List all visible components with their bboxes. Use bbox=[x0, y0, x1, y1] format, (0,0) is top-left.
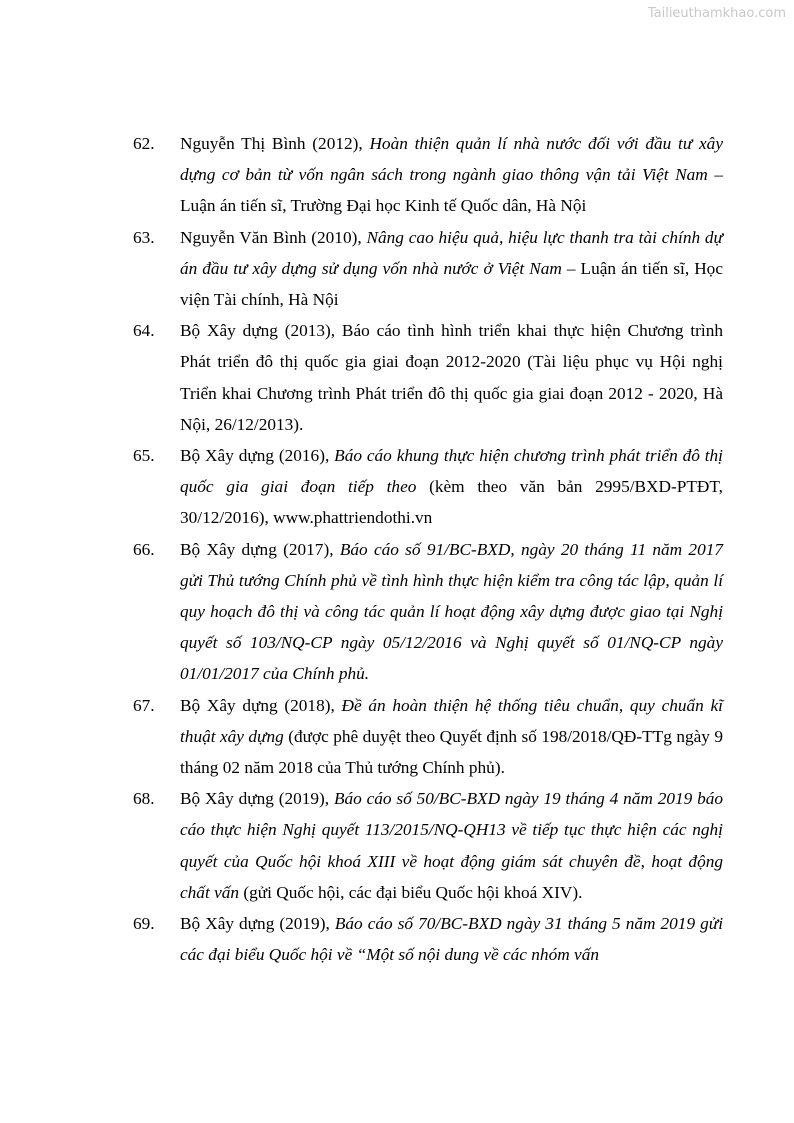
reference-title: Báo cáo số 50/BC-BXD ngày 19 tháng 4 năm 2019 báo cáo thực hiện Nghị quyết 113/2015/NQ-QH13 về tiếp tục thực hiện các nghị quyết của Quốc hội khoá XIII về hoạt động giám sát chuyên đề, hoạt động chất vấn bbox=[180, 789, 724, 902]
reference-item bbox=[133, 690, 723, 784]
reference-item bbox=[133, 222, 723, 316]
reference-text bbox=[180, 534, 723, 690]
reference-number: 62. bbox=[133, 134, 155, 153]
reference-text bbox=[180, 440, 723, 534]
reference-text bbox=[180, 783, 723, 908]
reference-text bbox=[180, 315, 723, 440]
reference-item bbox=[133, 908, 723, 970]
reference-title: Báo cáo số 91/BC-BXD, ngày 20 tháng 11 năm 2017 gửi Thủ tướng Chính phủ về tình hình thực hiện kiểm tra công tác lập, quản lí quy hoạch đô thị và công tác quản lí hoạt động xây dựng được giao tại Nghị quyết số 103/NQ-CP ngày 05/12/2016 và Nghị quyết số 01/NQ-CP ngày 01/01/2017 của Chính phủ. bbox=[180, 539, 723, 684]
reference-author: Bộ Xây dựng (2019), bbox=[180, 789, 334, 809]
reference-number: 68. bbox=[133, 789, 155, 809]
reference-author: Bộ Xây dựng (2013), Báo cáo tình hình triển khai thực hiện Chương trình Phát triển đô thị quốc gia giai đoạn 2012-2020 (Tài liệu phục vụ Hội nghị Triển khai Chương trình Phát triển đô thị quốc gia giai đoạn 2012 - 2020, Hà Nội, 26/12/2013). bbox=[180, 321, 723, 434]
reference-author: Bộ Xây dựng (2016), bbox=[180, 446, 335, 466]
reference-item bbox=[133, 783, 723, 908]
reference-source: (được phê duyệt theo Quyết định số 198/2018/QĐ-TTg ngày 9 tháng 02 năm 2018 của Thủ tướng Chính phủ). bbox=[180, 726, 723, 778]
reference-source: (gửi Quốc hội, các đại biểu Quốc hội khoá XIV). bbox=[239, 882, 583, 902]
reference-author: Nguyễn Văn Bình (2010), bbox=[180, 227, 367, 247]
reference-number: 64. bbox=[133, 321, 155, 341]
reference-number: 67. bbox=[133, 695, 155, 715]
reference-item bbox=[133, 128, 723, 222]
reference-number: 69. bbox=[133, 914, 155, 934]
reference-title: Đề án hoàn thiện hệ thống tiêu chuẩn, quy chuẩn kĩ thuật xây dựng bbox=[180, 695, 723, 746]
reference-list bbox=[133, 128, 723, 970]
reference-text bbox=[180, 128, 723, 222]
reference-text bbox=[180, 690, 723, 784]
reference-item bbox=[133, 315, 723, 440]
reference-source: – Luận án tiến sĩ, Học viện Tài chính, Hà Nội bbox=[180, 258, 723, 310]
reference-title: Báo cáo khung thực hiện chương trình phát triển đô thị quốc gia giai đoạn tiếp theo bbox=[180, 446, 723, 497]
reference-source: (kèm theo văn bản 2995/BXD-PTĐT, 30/12/2016), www.phattriendothi.vn bbox=[180, 477, 723, 528]
reference-number: 63. bbox=[133, 227, 155, 247]
reference-text bbox=[180, 908, 723, 970]
reference-number: 66. bbox=[133, 539, 155, 559]
reference-title: Nâng cao hiệu quả, hiệu lực thanh tra tài chính dự án đầu tư xây dựng sử dụng vốn nhà nước ở Việt Nam bbox=[180, 227, 723, 278]
reference-author: Bộ Xây dựng (2019), bbox=[180, 914, 335, 934]
reference-number: 65. bbox=[133, 446, 155, 466]
reference-author: Nguyễn Thị Bình (2012), bbox=[180, 134, 370, 153]
watermark: Tailieuthamkhao.com bbox=[647, 6, 786, 21]
reference-item bbox=[133, 534, 723, 690]
reference-author: Bộ Xây dựng (2018), bbox=[180, 695, 342, 715]
reference-source: – Luận án tiến sĩ, Trường Đại học Kinh tế Quốc dân, Hà Nội bbox=[180, 165, 723, 216]
reference-title: Hoàn thiện quản lí nhà nước đối với đầu tư xây dựng cơ bản từ vốn ngân sách trong ngành giao thông vận tải Việt Nam bbox=[180, 134, 723, 185]
reference-title: Báo cáo số 70/BC-BXD ngày 31 tháng 5 năm 2019 gửi các đại biểu Quốc hội về “Một số nội dung về các nhóm vấn bbox=[180, 914, 723, 965]
reference-text bbox=[180, 222, 723, 316]
reference-author: Bộ Xây dựng (2017), bbox=[180, 539, 340, 559]
reference-item bbox=[133, 440, 723, 534]
